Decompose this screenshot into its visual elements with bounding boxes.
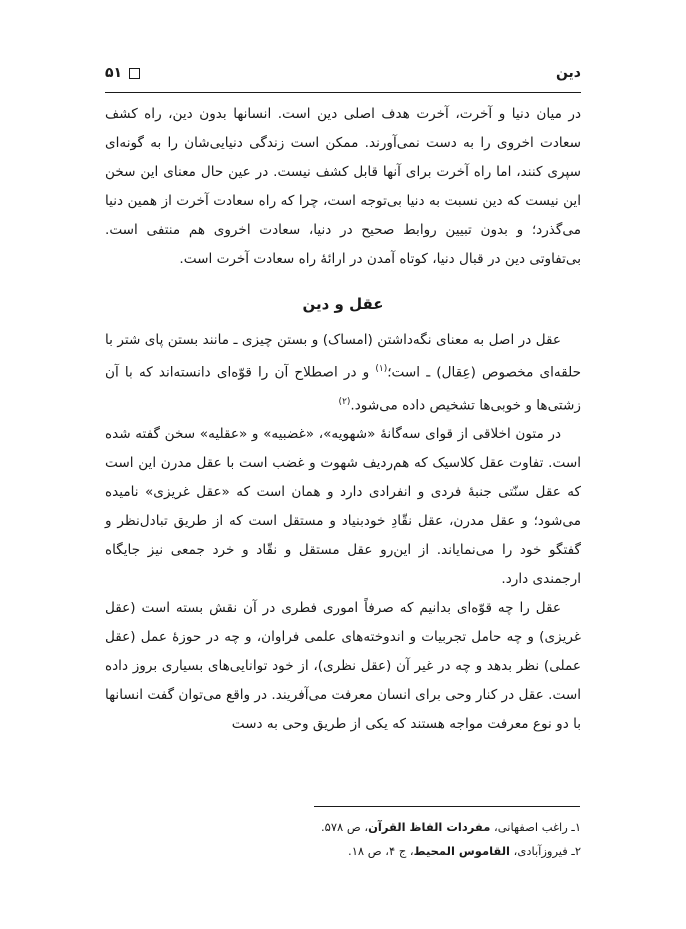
- body-text: [105, 100, 581, 739]
- footnote-1-author: ۱ـ راغب اصفهانی،: [490, 820, 581, 834]
- footnotes: [105, 815, 581, 863]
- page-number: ۵۱: [105, 65, 123, 81]
- paragraph-2-part-a: عقل در اصل به معنای نگه‌داشتن (امساک) و بستن چیزی ـ مانند بستن پای شتر با حلقه‌ای مخصوص (عِقال) ـ است؛: [105, 332, 581, 381]
- paragraph-2: [105, 326, 581, 420]
- footnote-2-author: ۲ـ فیروزآبادی،: [509, 844, 581, 858]
- footnote-ref-2: (۲): [338, 396, 351, 407]
- footnote-1-title: مفردات الفاظ القرآن: [368, 820, 491, 834]
- section-title: عقل و دین: [302, 295, 384, 313]
- footnote-2-title: القاموس المحیط: [413, 844, 510, 858]
- footnote-2-page: ، ج ۴، ص ۱۸.: [348, 844, 414, 858]
- paragraph-3: در متون اخلاقی از قوای سه‌گانهٔ «شهویه»، «غضبیه» و «عقلیه» سخن گفته شده است. تفاوت عقل کلاسیک که هم‌ردیف شهوت و غضب است با عقل مدرن این است که عقل سنّتی جنبهٔ فردی و انفرادی دارد و همان است که «عقل غریزی» نامیده می‌شود؛ و عقل مدرن، عقل نقّادِ خودبنیاد و مستقل است که از طریق تبادل‌نظر و گفتگو خود را می‌نمایاند. از این‌رو عقل مستقل و نقّاد و خرد جمعی نیز جایگاه ارجمندی دارد.: [105, 426, 581, 588]
- footnote-rule: [314, 806, 580, 807]
- footnote-ref-1: (۱): [375, 364, 388, 374]
- header-rule: [105, 92, 581, 93]
- paragraph-2-part-b: و در اصطلاح آن را قوّه‌ای دانسته‌اند که با آن زشتی‌ها و خوبی‌ها تشخیص داده می‌شود.: [105, 364, 581, 414]
- paragraph-4: عقل را چه قوّه‌ای بدانیم که صرفاً اموری فطری در آن نقش بسته است (عقل غریزی) و چه حامل تجربیات و اندوخته‌های علمی فراوان، و چه در حوزهٔ عمل (عقل عملی) نظر بدهد و چه در غیر آن (عقل نظری)، از خود توانایی‌های بسیاری بروز داده است. عقل در کنار وحی برای انسان معرفت می‌آفریند. در واقع می‌توان گفت انسانها با دو نوع معرفت مواجه هستند که یکی از طریق وحی به دست: [105, 600, 581, 733]
- footnote-1-page: ، ص ۵۷۸.: [320, 820, 369, 834]
- page-header: [105, 58, 581, 88]
- square-box-icon: [129, 68, 140, 79]
- paragraph-1: در میان دنیا و آخرت، آخرت هدف اصلی دین است. انسانها بدون دین، راه کشف سعادت اخروی را به دست نمی‌آورند. ممکن است زندگی دنیایی‌شان را به گونه‌ای سپری کنند، اما راه آخرت برای آنها قابل کشف نیست. در عین حال معنای این سخن این نیست که دین نسبت به دنیا بی‌توجه است، چرا که راه سعادت آخرت از همین دنیا می‌گذرد؛ و بدون تبیین روابط صحیح در دنیا، سعادت اخروی هم منتفی است. بی‌تفاوتی دین در قبال دنیا، کوتاه آمدن در ارائهٔ راه سعادت آخرت است.: [105, 106, 581, 267]
- running-title: دین: [555, 65, 581, 81]
- footnote-1: [105, 815, 581, 839]
- footnote-2: [105, 839, 581, 863]
- page-number-group: [105, 65, 140, 81]
